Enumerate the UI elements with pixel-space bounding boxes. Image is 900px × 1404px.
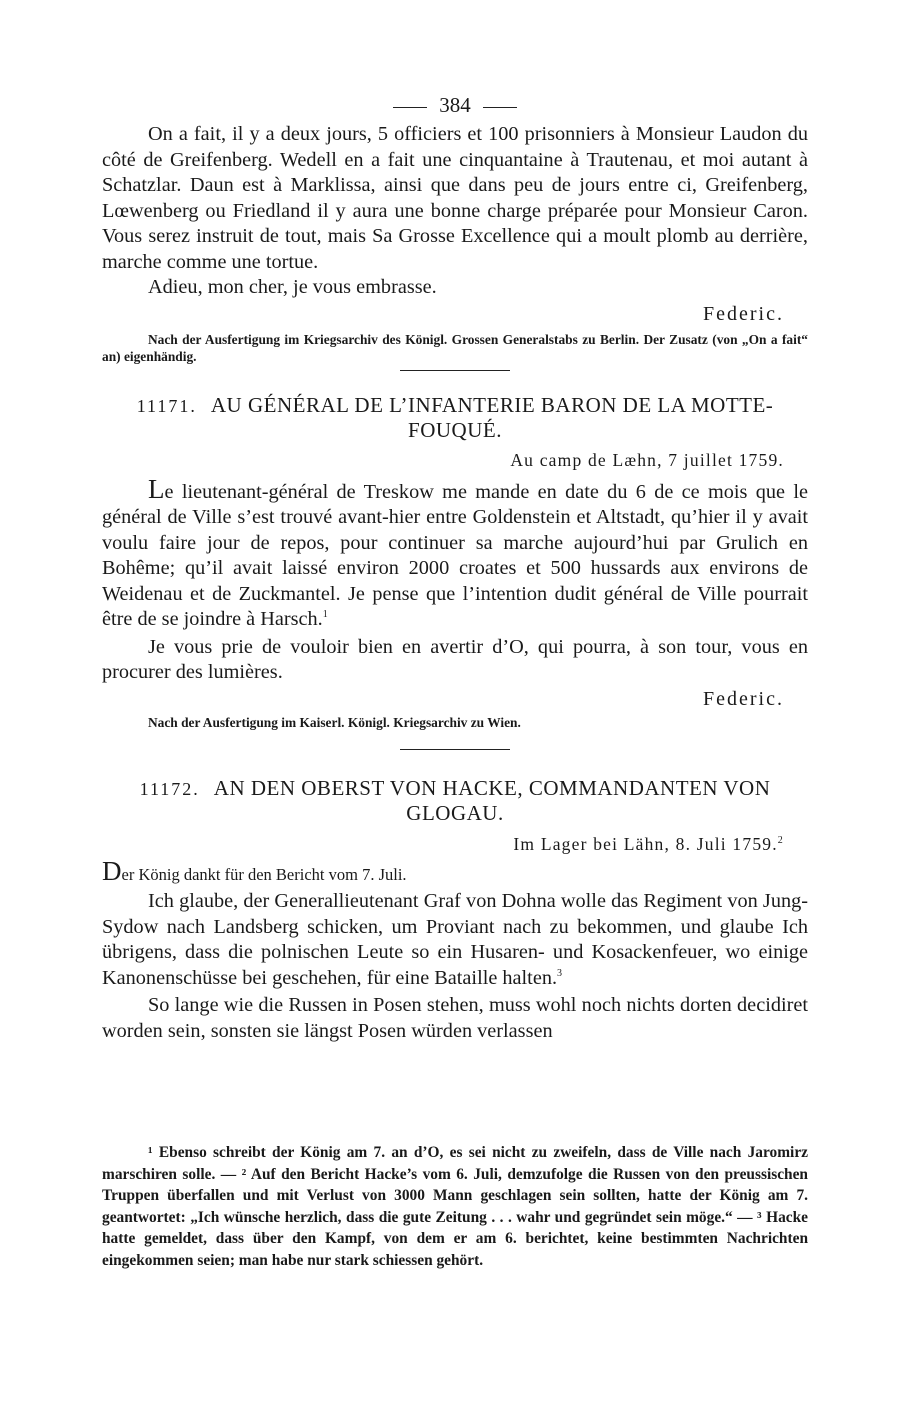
- letter-11171-source: Nach der Ausfertigung im Kaiserl. Königl. Kriegsarchiv zu Wien.: [148, 714, 521, 730]
- letter-11172-paragraph-1-text: Ich glaube, der Generallieutenant Graf von Dohna wolle das Regiment von Jung-Sydow nach Landsberg schicken, um Proviant nach zu bekommen, und glaube Ich übrigens, dass die polnischen Leute so ein Husaren- und Kosackenfeuer, wo einige Kanonenschüsse bei geschehen, für eine Bataille halten.: [102, 890, 808, 989]
- letter-11170-tail: [102, 122, 808, 365]
- letter-11170-paragraph-1: On a fait, il y a deux jours, 5 officiers et 100 prisonniers à Monsieur Laudon du côté de Greifenberg. Wedell en a fait une cinquantaine à Trautenau, et moi autant à Schatzlar. Daun est à Marklissa, ainsi que dans peu de jours entre ci, Greifenberg, Lœwenberg ou Friedland il y aura une bonne charge préparée pour Monsieur Caron. Vous serez instruit de tout, mais Sa Grosse Excellence qui a moult plomb au derrière, marche comme une tortue.: [102, 123, 808, 273]
- footnotes: [102, 1142, 808, 1271]
- letter-11172: [102, 776, 808, 1045]
- letter-11172-initial: D: [102, 855, 122, 886]
- letter-11170-source: Nach der Ausfertigung im Kriegsarchiv des Königl. Grossen Generalstabs zu Berlin. Der Zusatz (von „On a fait“ an) eigenhändig.: [102, 331, 808, 364]
- letter-11172-intro: [102, 855, 808, 888]
- header-dash-right: [483, 107, 517, 108]
- letter-11171-place-date: Au camp de Læhn, 7 juillet 1759.: [510, 449, 784, 470]
- letter-11172-place-date: [102, 831, 808, 857]
- footnote-ref-1: 1: [322, 609, 328, 621]
- letter-11171-paragraph-1-text: e lieutenant-général de Treskow me mande en date du 6 de ce mois que le général de Ville s’est trouvé avant-hier entre Goldenstein et Altstadt, qu’hier il y avait voulu faire jour de repos, pour continuer sa marche aujourd’hui par Grulich en Bohême; qu’il avait laissé environ 2000 croates et 500 hussards aux environs de Weidenau et de Zuckmantel. Je pense que l’intention dudit général de Ville pourrait être de se joindre à Harsch.: [102, 480, 808, 630]
- footnote-ref-2: 2: [777, 834, 784, 846]
- letter-11171-number: 11171.: [136, 395, 197, 416]
- page-header: [102, 88, 808, 122]
- footnotes-text: ¹ Ebenso schreibt der König am 7. an d’O, es sei nicht zu zweifeln, dass de Ville nach Jaromirz marschiren solle. — ² Auf den Bericht Hacke’s vom 6. Juli, demzufolge die Russen von den preussischen Truppen überfallen und mit Verlust von 3000 Mann geschlagen sein sollten, hatte der König am 7. geantwortet: „Ich wünsche herzlich, dass die gute Zeitung . . . wahr und gegründet sein möge.“ — ³ Hacke hatte gemeldet, dass über den Kampf, von dem er am 6. berichtet, keine bestimmten Nachrichten eingekommen seien; man habe nur stark schiessen gehört.: [102, 1144, 808, 1269]
- header-dash-left: [393, 107, 427, 108]
- letter-11171-paragraph-1: [102, 473, 808, 633]
- letter-11170-signature: Federic.: [703, 302, 784, 325]
- footnote-ref-3: 3: [557, 967, 563, 979]
- section-rule-1: [400, 370, 510, 371]
- letter-11171-initial: L: [148, 473, 165, 504]
- letter-11171-heading: [102, 393, 808, 442]
- letter-11172-paragraph-1: [102, 889, 808, 991]
- document-page: [102, 88, 808, 1044]
- section-rule-2: [400, 749, 510, 750]
- letter-11172-intro-text: er König dankt für den Bericht vom 7. Juli.: [121, 864, 407, 884]
- letter-11172-number: 11172.: [139, 778, 200, 799]
- letter-11171-title: AU GÉNÉRAL DE L’INFANTERIE BARON DE LA MOTTE-FOUQUÉ.: [210, 392, 774, 442]
- letter-11172-heading: [102, 776, 808, 825]
- letter-11171: [102, 393, 808, 731]
- letter-11171-paragraph-2: Je vous prie de vouloir bien en avertir d’O, qui pourra, à son tour, vous en procurer des lumières.: [102, 635, 808, 683]
- letter-11170-paragraph-2: Adieu, mon cher, je vous embrasse.: [148, 276, 437, 298]
- letter-11171-signature: Federic.: [703, 687, 784, 710]
- page-number: 384: [439, 93, 471, 117]
- letter-11172-title: AN DEN OBERST VON HACKE, COMMANDANTEN VON GLOGAU.: [213, 775, 771, 825]
- letter-11172-place-date-text: Im Lager bei Lähn, 8. Juli 1759.: [513, 833, 778, 854]
- letter-11172-paragraph-2: So lange wie die Russen in Posen stehen, muss wohl noch nichts dorten decidiret worden sein, sonsten sie längst Posen würden verlassen: [102, 994, 808, 1042]
